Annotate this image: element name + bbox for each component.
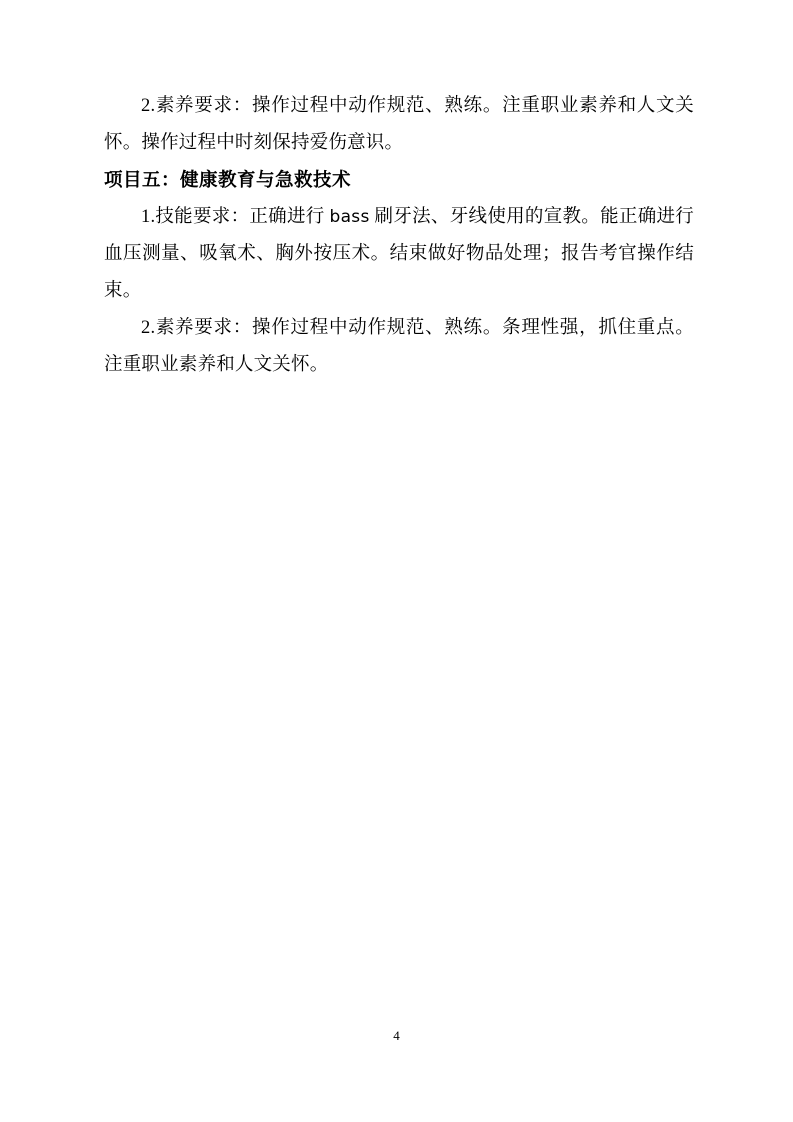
paragraph-skill-latin-term: bass	[329, 207, 370, 227]
document-body	[104, 88, 694, 384]
paragraph-skill-requirement	[104, 199, 694, 310]
paragraph-literacy-requirement-1: 2.素养要求：操作过程中动作规范、熟练。注重职业素养和人文关怀。操作过程中时刻保持爱伤意识。	[104, 96, 694, 153]
paragraph-skill-lead: 1.技能要求：正确进行	[141, 207, 330, 227]
paragraph-literacy-requirement-2: 2.素养要求：操作过程中动作规范、熟练。条理性强，抓住重点。注重职业素养和人文关怀。	[104, 318, 694, 375]
page-number: 4	[393, 1028, 400, 1043]
paragraph-skill-tail: 刷牙法、牙线使用的宣教。能正确进行血压测量、吸氧术、胸外按压术。结束做好物品处理；报告考官操作结束。	[104, 207, 694, 301]
section-heading-project-five: 项目五：健康教育与急救技术	[104, 170, 352, 191]
